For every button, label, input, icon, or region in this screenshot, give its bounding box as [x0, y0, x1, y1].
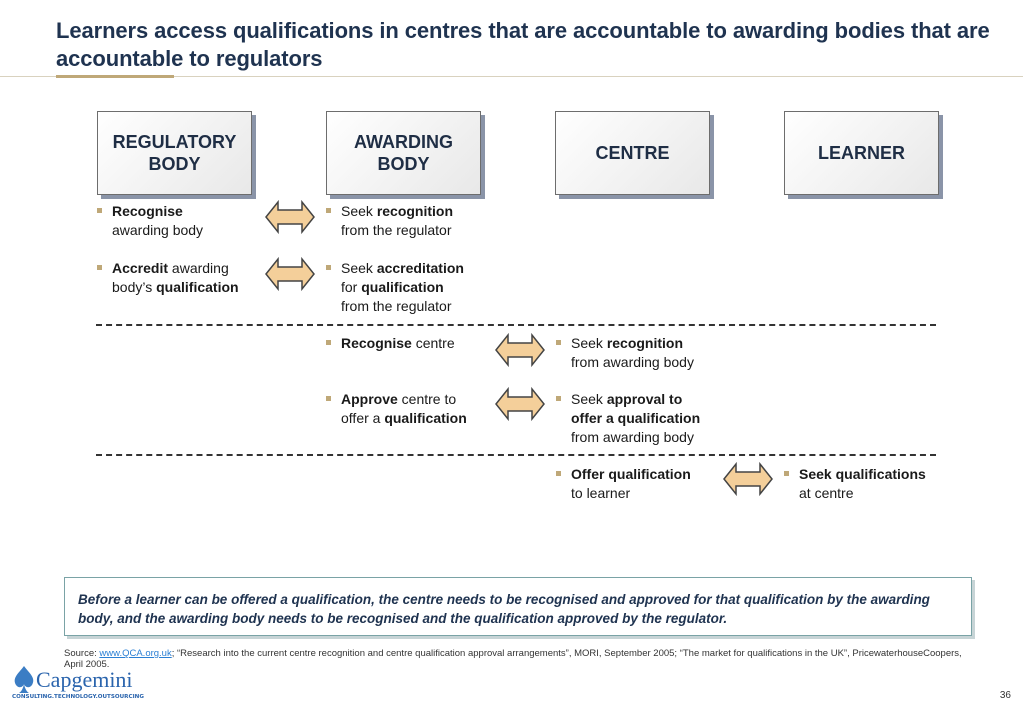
- regulatory-body-box: [97, 111, 252, 195]
- learner-box: [784, 111, 939, 195]
- summary-note: Before a learner can be offered a qualification, the centre needs to be recognised and approved for that qualification by the awarding body, and the awarding body needs to be recognised and the qualification approved by the regulator.: [64, 577, 972, 636]
- item-text: for: [341, 279, 362, 295]
- item-bold-text: recognition: [606, 335, 684, 351]
- item-text: awarding body: [112, 222, 204, 238]
- item-text: Seek: [341, 260, 377, 276]
- regulatory-accredit-item: [112, 259, 239, 297]
- bullet-icon: [326, 396, 331, 401]
- item-text: body’s: [112, 279, 157, 295]
- awarding-seek-recognition-item: [341, 202, 453, 240]
- item-text: Seek: [341, 203, 377, 219]
- item-bold-text: Recognise: [341, 335, 412, 351]
- item-bold-text: offer a qualification: [571, 410, 701, 426]
- bullet-icon: [784, 471, 789, 476]
- item-bold-text: Accredit: [112, 260, 169, 276]
- bullet-icon: [556, 340, 561, 345]
- item-bold-text: Approve: [341, 391, 398, 407]
- item-text: from the regulator: [341, 298, 452, 314]
- double-arrow-icon: [264, 199, 316, 235]
- source-text: ; “Research into the current centre recognition and centre qualification approval arrangements”, MORI, September 2005; “The market for qualifications in the UK”, PricewaterhouseCoopers, April 2005.: [64, 648, 962, 670]
- double-arrow-icon: [264, 256, 316, 292]
- item-bold-text: approval to: [606, 391, 683, 407]
- item-bold-text: qualification: [361, 279, 444, 295]
- item-text: awarding: [168, 260, 229, 276]
- bullet-icon: [97, 208, 102, 213]
- logo-tagline: CONSULTING.TECHNOLOGY.OUTSOURCING: [12, 694, 144, 700]
- item-bold-text: qualification: [156, 279, 239, 295]
- bullet-icon: [326, 208, 331, 213]
- item-bold-text: Recognise: [112, 203, 183, 219]
- capgemini-logo: [10, 660, 160, 700]
- item-text: to learner: [571, 485, 631, 501]
- learner-label: LEARNER: [817, 143, 905, 163]
- item-text: at centre: [799, 485, 854, 501]
- awarding-recognise-centre-item: [341, 334, 455, 353]
- source-citation: [64, 648, 964, 670]
- item-text: centre: [411, 335, 455, 351]
- double-arrow-icon: [494, 332, 546, 368]
- bullet-icon: [326, 340, 331, 345]
- regulatory-body-label: REGULATORY BODY: [112, 132, 237, 174]
- item-text: from awarding body: [571, 354, 694, 370]
- item-bold-text: recognition: [376, 203, 454, 219]
- item-bold-text: Offer qualification: [571, 466, 691, 482]
- centre-box: [555, 111, 710, 195]
- source-link[interactable]: www.QCA.org.uk: [99, 648, 172, 659]
- awarding-seek-accreditation-item: [341, 259, 464, 316]
- learner-seek-qualifications-item: [799, 465, 926, 503]
- slide-title: Learners access qualifications in centres that are accountable to awarding bodies that are accountable to regulators: [56, 18, 990, 71]
- item-text: Seek: [571, 335, 607, 351]
- item-bold-text: qualification: [384, 410, 467, 426]
- centre-seek-recognition-item: [571, 334, 694, 372]
- logo-wordmark: Capgemini: [36, 667, 133, 692]
- double-arrow-icon: [722, 461, 774, 497]
- regulatory-recognise-item: [112, 202, 203, 240]
- awarding-body-label: AWARDING BODY: [354, 132, 453, 174]
- double-arrow-icon: [494, 386, 546, 422]
- item-text: centre to: [397, 391, 457, 407]
- centre-offer-qualification-item: [571, 465, 691, 503]
- bullet-icon: [97, 265, 102, 270]
- item-text: from awarding body: [571, 429, 694, 445]
- page-number: 36: [999, 690, 1011, 701]
- awarding-approve-centre-item: [341, 390, 467, 428]
- source-prefix: Source:: [64, 648, 100, 659]
- item-text: from the regulator: [341, 222, 452, 238]
- awarding-body-box: [326, 111, 481, 195]
- title-accent-bar: [56, 75, 174, 78]
- centre-seek-approval-item: [571, 390, 700, 447]
- item-bold-text: accreditation: [376, 260, 464, 276]
- centre-label: CENTRE: [595, 143, 670, 163]
- spade-icon: [15, 666, 34, 693]
- item-text: Seek: [571, 391, 607, 407]
- bullet-icon: [556, 396, 561, 401]
- item-bold-text: Seek qualifications: [799, 466, 926, 482]
- item-text: offer a: [341, 410, 385, 426]
- bullet-icon: [556, 471, 561, 476]
- dashed-divider: [96, 324, 936, 326]
- dashed-divider: [96, 454, 936, 456]
- bullet-icon: [326, 265, 331, 270]
